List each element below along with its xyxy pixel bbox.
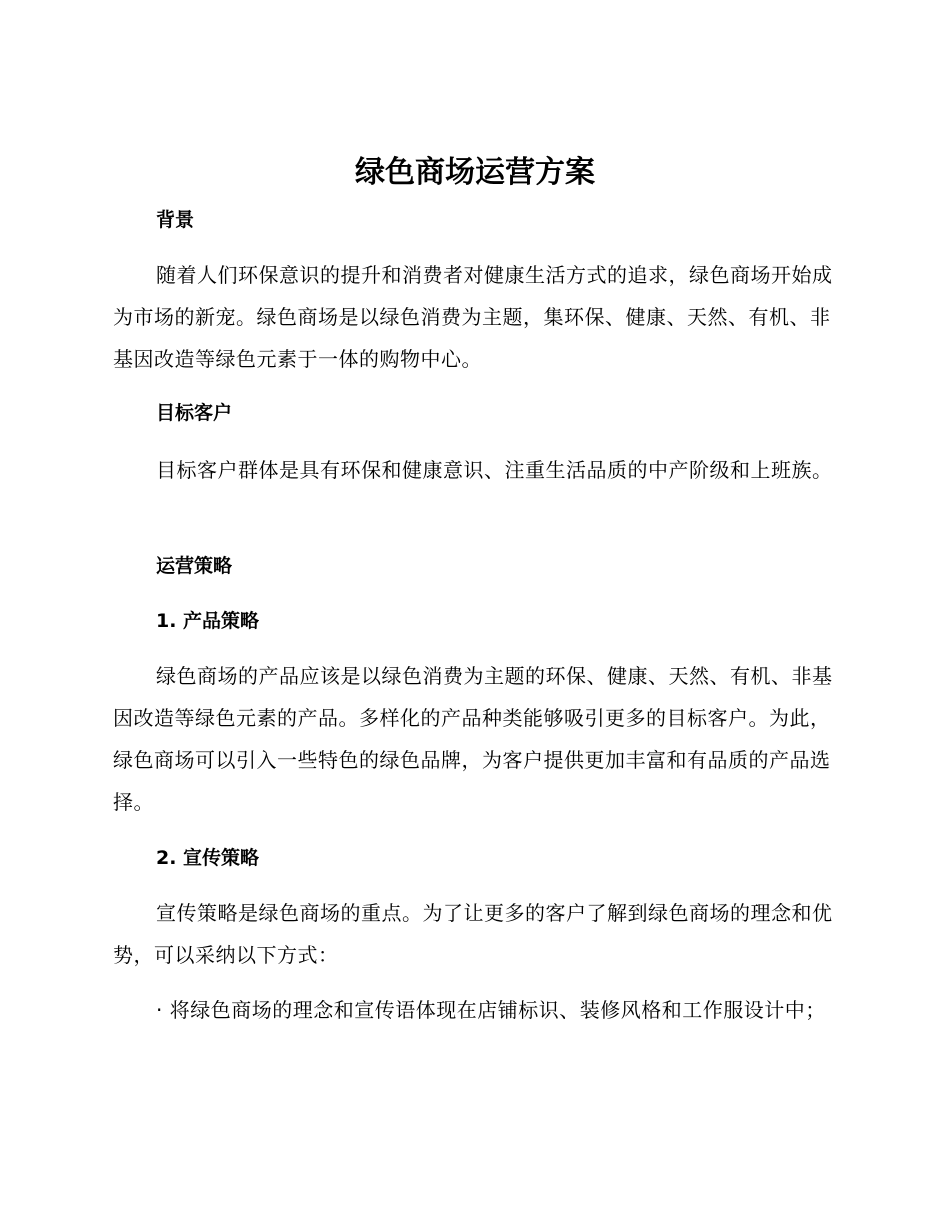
section-heading-background: 背景 [156, 209, 195, 231]
section-heading-target-customers: 目标客户 [156, 402, 233, 424]
bullet-item: · 将绿色商场的理念和宣传语体现在店铺标识、装修风格和工作服设计中； [156, 998, 826, 1022]
paragraph-product-strategy: 绿色商场的产品应该是以绿色消费为主题的环保、健康、天然、有机、非基因改造等绿色元素的产品。多样化的产品种类能够吸引更多的目标客户。为此，绿色商场可以引入一些特色的绿色品牌，为客户提供更加丰富和有品质的产品选择。 [113, 664, 833, 814]
paragraph-background: 随着人们环保意识的提升和消费者对健康生活方式的追求，绿色商场开始成为市场的新宠。绿色商场是以绿色消费为主题，集环保、健康、天然、有机、非基因改造等绿色元素于一体的购物中心。 [113, 263, 833, 371]
section-heading-product-strategy: 1. 产品策略 [156, 610, 260, 632]
section-heading-promotion-strategy: 2. 宣传策略 [156, 847, 260, 869]
paragraph-promotion-strategy: 宣传策略是绿色商场的重点。为了让更多的客户了解到绿色商场的理念和优势，可以采纳以下方式： [113, 901, 833, 967]
paragraph-target-customers: 目标客户群体是具有环保和健康意识、注重生活品质的中产阶级和上班族。 [156, 458, 833, 482]
section-heading-operation-strategy: 运营策略 [156, 555, 233, 577]
document-title: 绿色商场运营方案 [355, 155, 595, 190]
